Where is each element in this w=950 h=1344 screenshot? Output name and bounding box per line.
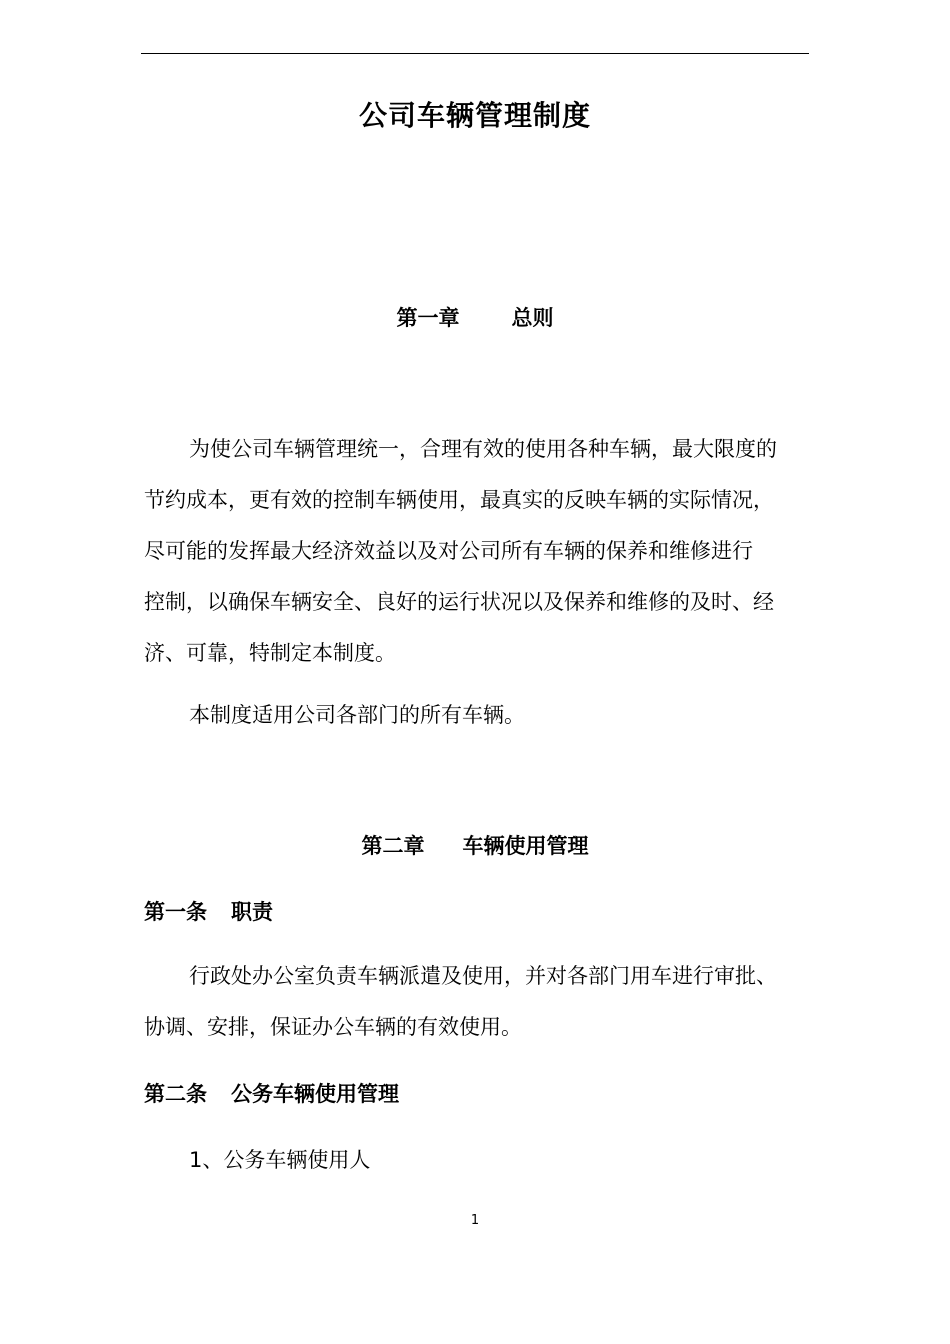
paragraph-line: 济、可靠，特制定本制度。 <box>144 641 396 665</box>
paragraph-line: 控制，以确保车辆安全、良好的运行状况以及保养和维修的及时、经 <box>144 590 774 614</box>
article-1-heading <box>144 897 273 927</box>
article-2-number: 第二条 <box>144 1082 207 1106</box>
chapter-1-paragraph-1 <box>144 424 820 679</box>
document-title: 公司车辆管理制度 <box>358 99 591 132</box>
paragraph-line: 行政处办公室负责车辆派遣及使用，并对各部门用车进行审批、 <box>189 964 777 988</box>
article-2-name: 公务车辆使用管理 <box>231 1082 399 1106</box>
article-1-paragraph <box>144 951 820 1053</box>
chapter-1-heading <box>0 303 950 333</box>
paragraph-line: 本制度适用公司各部门的所有车辆。 <box>189 703 525 727</box>
chapter-2-number: 第二章 <box>361 834 425 858</box>
paragraph-line: 尽可能的发挥最大经济效益以及对公司所有车辆的保养和维修进行 <box>144 539 753 563</box>
chapter-1-name: 总则 <box>511 306 554 330</box>
article-1-name: 职责 <box>231 900 273 924</box>
article-1-number: 第一条 <box>144 900 207 924</box>
article-2-heading <box>144 1079 399 1109</box>
chapter-2-name: 车辆使用管理 <box>462 834 589 858</box>
article-2-item-1: 1、公务车辆使用人 <box>189 1148 371 1172</box>
paragraph-line: 协调、安排，保证办公车辆的有效使用。 <box>144 1015 522 1039</box>
chapter-1-number: 第一章 <box>396 306 460 330</box>
header-rule <box>141 53 809 54</box>
chapter-2-heading <box>0 831 950 861</box>
paragraph-line: 节约成本，更有效的控制车辆使用，最真实的反映车辆的实际情况， <box>144 488 774 512</box>
paragraph-line: 为使公司车辆管理统一，合理有效的使用各种车辆，最大限度的 <box>189 437 777 461</box>
page-number: 1 <box>470 1213 480 1228</box>
chapter-1-paragraph-2 <box>144 690 820 741</box>
